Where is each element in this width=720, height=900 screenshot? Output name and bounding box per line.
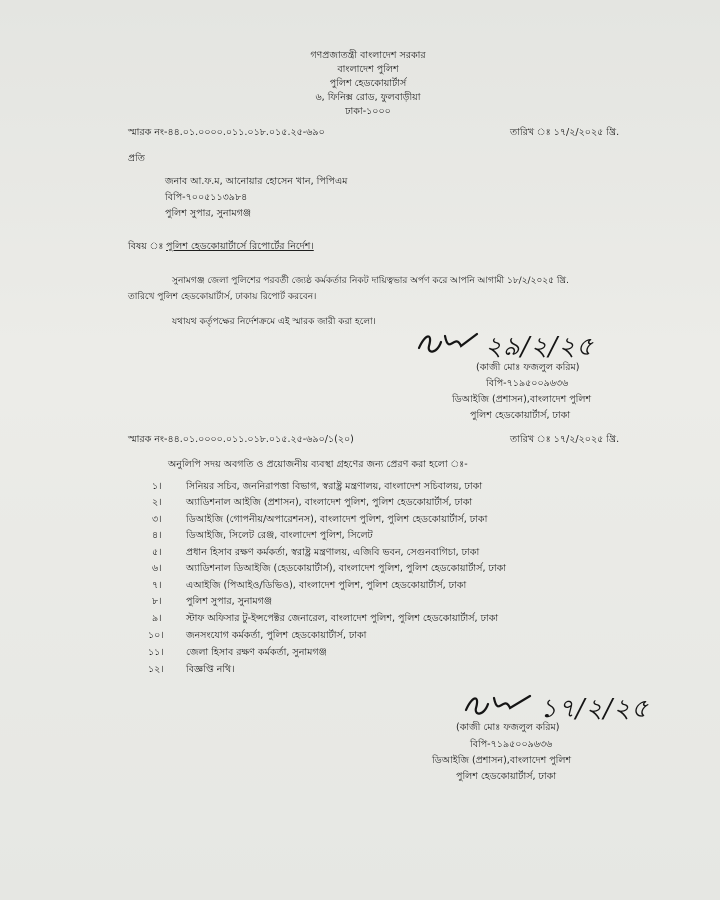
list-item-number: ৫। xyxy=(152,547,162,558)
list-item-number: ১১। xyxy=(148,647,164,658)
header-address: ৬, ফিনিক্স রোড, ফুলবাড়ীয়া xyxy=(315,92,421,103)
memo-reference: স্মারক নং-৪৪.০১.০০০০.০১১.০১৮.০১৫.২৫-৬৯০ xyxy=(128,127,325,138)
header-office: পুলিশ হেডকোয়ার্টার্স xyxy=(329,78,407,89)
list-item-text: ডিআইজি (গোপনীয়/অপারেশনস), বাংলাদেশ পুলিশ, পুলিশ হেডকোয়ার্টার্স, ঢাকা xyxy=(186,514,488,525)
signature-stroke-icon xyxy=(415,326,485,362)
list-item-number: ৮। xyxy=(152,596,162,607)
header-department: বাংলাদেশ পুলিশ xyxy=(337,64,399,75)
header-city: ঢাকা-১০০০ xyxy=(345,106,391,117)
list-item-text: অ্যাডিশনাল আইজি (প্রশাসন), বাংলাদেশ পুলিশ, পুলিশ হেডকোয়ার্টার্স, ঢাকা xyxy=(186,497,473,508)
subject-text: পুলিশ হেডকোয়ার্টার্সে রিপোর্টের নির্দেশ। xyxy=(166,241,314,252)
list-item-number: ৬। xyxy=(152,563,162,574)
list-item-text: স্টাফ অফিসার টু-ইন্সপেক্টর জেনারেল, বাংলাদেশ পুলিশ, পুলিশ হেডকোয়ার্টার্স, ঢাকা xyxy=(186,613,499,624)
list-item-text: সিনিয়র সচিব, জননিরাপত্তা বিভাগ, স্বরাষ্ট্র মন্ত্রণালয়, বাংলাদেশ সচিবালয়, ঢাকা xyxy=(186,481,483,492)
list-item-number: ৩। xyxy=(152,514,162,525)
body-paragraph-line1: সুনামগঞ্জ জেলা পুলিশের পরবর্তী জ্যেষ্ঠ কর্মকর্তার নিকট দায়িত্বভার অর্পণ করে আপনি আগামী ১৮/২/২০২৫ খ্রি. xyxy=(172,276,569,286)
signature-stroke-icon xyxy=(460,688,540,724)
list-item-text: জেলা হিসাব রক্ষণ কর্মকর্তা, সুনামগঞ্জ xyxy=(186,647,327,658)
signatory-office: পুলিশ হেডকোয়ার্টার্স, ঢাকা xyxy=(470,410,571,421)
memo-date: তারিখ ঃ ১৭/২/২০২৫ খ্রি. xyxy=(510,127,620,138)
list-item-text: পুলিশ সুপার, সুনামগঞ্জ xyxy=(186,596,272,607)
list-item-text: এআইজি (পিআইও/ডিভিও), বাংলাদেশ পুলিশ, পুলিশ হেডকোয়ার্টার্স, ঢাকা xyxy=(186,580,467,591)
list-item-number: ১০। xyxy=(148,630,164,641)
list-item-text: ডিআইজি, সিলেট রেঞ্জ, বাংলাদেশ পুলিশ, সিলেট xyxy=(186,530,373,541)
recipient-name: জনাব আ.ফ.ম, আনোয়ার হোসেন খান, পিপিএম xyxy=(165,176,348,187)
copy-memo-date: তারিখ ঃ ১৭/২/২০২৫ খ্রি. xyxy=(510,434,620,445)
copy-memo-reference: স্মারক নং-৪৪.০১.০০০০.০১১.০১৮.০১৫.২৫-৬৯০/১(২০) xyxy=(128,434,354,445)
signatory-designation: ডিআইজি (প্রশাসন),বাংলাদেশ পুলিশ xyxy=(452,394,592,405)
recipient-to: প্রতি xyxy=(128,153,145,164)
subject-label: বিষয় ঃ xyxy=(128,241,164,252)
list-item-text: বিজ্ঞপ্তি নথি। xyxy=(186,664,235,675)
header-government: গণপ্রজাতন্ত্রী বাংলাদেশ সরকার xyxy=(310,50,426,61)
list-item-number: ১২। xyxy=(148,664,164,675)
signatory-office-2: পুলিশ হেডকোয়ার্টার্স, ঢাকা xyxy=(456,771,557,782)
list-item-number: ৭। xyxy=(152,580,162,591)
list-item-number: ১। xyxy=(152,481,162,492)
recipient-post: পুলিশ সুপার, সুনামগঞ্জ xyxy=(165,208,251,219)
list-item-number: ৪। xyxy=(152,530,162,541)
signatory-bp-2: বিপি-৭১৯৫০০৯৬৩৬ xyxy=(470,739,553,750)
list-item-number: ৯। xyxy=(152,613,162,624)
recipient-bp: বিপি-৭০০৫১১৩৯৮৪ xyxy=(165,192,248,203)
list-item-text: প্রধান হিসাব রক্ষণ কর্মকর্তা, স্বরাষ্ট্র মন্ত্রণালয়, এজিবি ভবন, সেগুনবাগিচা, ঢাকা xyxy=(186,547,480,558)
body-closing-line: যথাযথ কর্তৃপক্ষের নির্দেশক্রমে এই স্মারক জারী করা হলো। xyxy=(172,317,376,327)
list-item-text: জনসংযোগ কর্মকর্তা, পুলিশ হেডকোয়ার্টার্স, ঢাকা xyxy=(186,630,367,641)
signature-date: ১৭/২/২৫ xyxy=(540,694,649,724)
body-paragraph-line2: তারিখে পুলিশ হেডকোয়ার্টার্স, ঢাকায় রিপোর্ট করবেন। xyxy=(128,292,317,302)
signatory-name-2: (কাজী মোঃ ফজলুল করিম) xyxy=(456,722,560,733)
list-item-text: অ্যাডিশনাল ডিআইজি (হেডকোয়ার্টার্স), বাংলাদেশ পুলিশ, পুলিশ হেডকোয়ার্টার্স, ঢাকা xyxy=(186,563,507,574)
signatory-name: (কাজী মোঃ ফজলুল করিম) xyxy=(476,362,580,373)
signatory-bp: বিপি-৭১৯৫০০৯৬৩৬ xyxy=(486,378,569,389)
list-item-number: ২। xyxy=(152,497,162,508)
signature-date: ২৯/২/২৫ xyxy=(485,332,594,362)
copy-intro: অনুলিপি সদয় অবগতি ও প্রয়োজনীয় ব্যবস্থা গ্রহণের জন্য প্রেরণ করা হলো ঃ- xyxy=(168,459,468,470)
signatory-designation-2: ডিআইজি (প্রশাসন),বাংলাদেশ পুলিশ xyxy=(432,755,572,766)
